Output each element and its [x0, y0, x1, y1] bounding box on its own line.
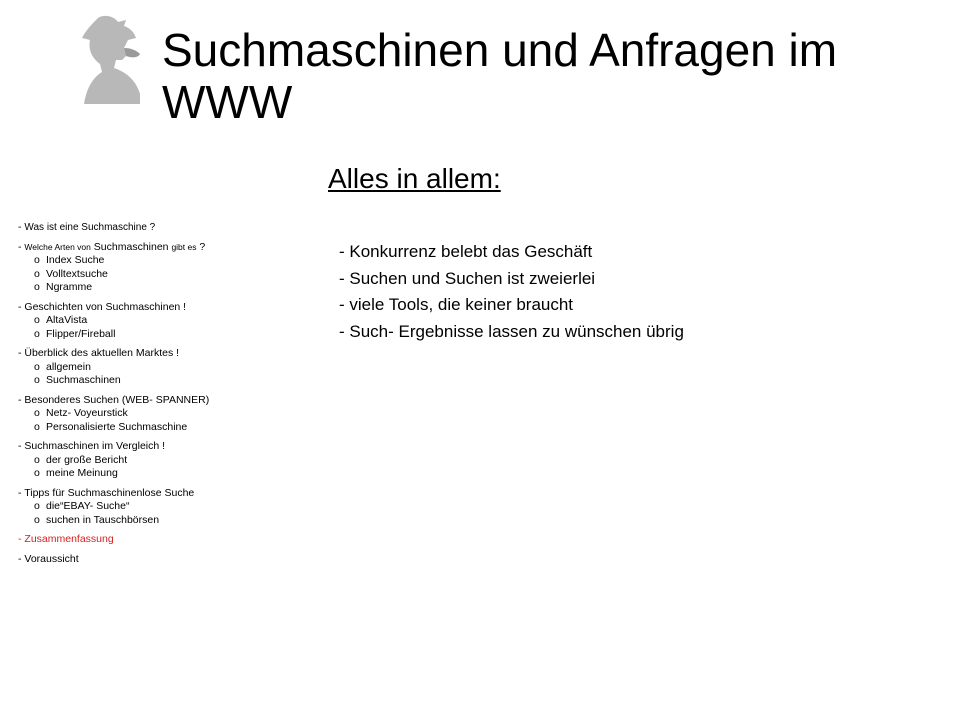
- toc-heading: - Tipps für Suchmaschinenlose Suche: [18, 486, 195, 499]
- toc-item: o Flipper/Fireball: [34, 327, 116, 340]
- sherlock-holmes-silhouette-icon: [78, 14, 144, 104]
- toc-item: o AltaVista: [34, 314, 88, 326]
- toc-section: [18, 487, 318, 528]
- toc-section: [18, 440, 318, 481]
- summary-point: - viele Tools, die keiner braucht: [339, 295, 574, 314]
- toc-item: o die“EBAY- Suche“: [34, 500, 130, 512]
- toc-heading: - Suchmaschinen im Vergleich !: [18, 440, 166, 452]
- toc-item: o Personalisierte Suchmaschine: [34, 420, 188, 433]
- toc-item: o der große Bericht: [34, 453, 128, 466]
- toc-heading: - Überblick des aktuellen Marktes !: [18, 347, 180, 359]
- toc-item: o suchen in Tauschbörsen: [34, 513, 160, 526]
- toc-item: o Netz- Voyeurstick: [34, 407, 128, 419]
- toc-section: [18, 301, 318, 342]
- toc-heading: - Geschichten von Suchmaschinen !: [18, 300, 187, 313]
- summary-point: - Suchen und Suchen ist zweierlei: [339, 268, 596, 288]
- slide-subtitle: Alles in allem:: [328, 163, 501, 194]
- toc-section: [18, 347, 318, 388]
- toc-heading: - Besonderes Suchen (WEB- SPANNER): [18, 393, 210, 406]
- toc-item: o Ngramme: [34, 281, 93, 293]
- toc-heading-current: - Zusammenfassung: [18, 533, 114, 545]
- toc-heading: - Was ist eine Suchmaschine ?: [18, 221, 156, 233]
- toc-item: o allgemein: [34, 360, 91, 373]
- toc-section-current: [18, 533, 318, 547]
- toc-section: [18, 553, 318, 567]
- toc-heading: - Voraussicht: [18, 552, 79, 565]
- table-of-contents: [18, 221, 318, 572]
- toc-heading: - Welche Arten von Suchmaschinen gibt es ?: [18, 240, 206, 253]
- toc-section: [18, 221, 318, 235]
- toc-item: o Volltextsuche: [34, 267, 108, 280]
- page-title: Suchmaschinen und Anfragen im WWW: [162, 24, 838, 128]
- toc-section: [18, 241, 318, 295]
- summary-point: - Konkurrenz belebt das Geschäft: [339, 242, 593, 261]
- summary-point: - Such- Ergebnisse lassen zu wünschen übrig: [339, 321, 684, 341]
- toc-section: [18, 394, 318, 435]
- toc-item: o meine Meinung: [34, 467, 118, 479]
- toc-item: o Suchmaschinen: [34, 374, 121, 386]
- toc-item: o Index Suche: [34, 254, 105, 266]
- summary-points: [339, 239, 684, 345]
